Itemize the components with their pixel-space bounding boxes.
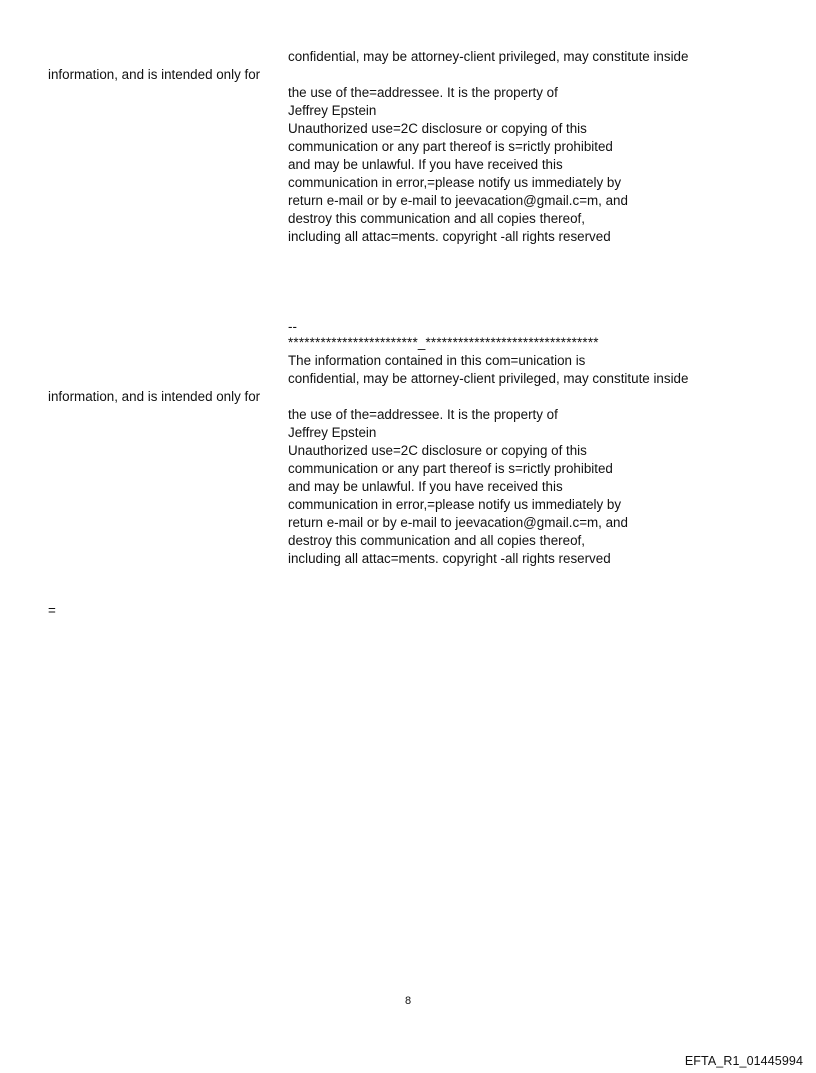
disclaimer-line: the use of the=addressee. It is the property of xyxy=(288,85,558,100)
separator-dash: -- xyxy=(288,319,297,334)
disclaimer-line: Jeffrey Epstein xyxy=(288,103,377,118)
disclaimer-line: communication in error,=please notify us immediately by xyxy=(288,497,622,512)
page-number: 8 xyxy=(404,995,412,1007)
disclaimer-line: communication or any part thereof is s=rictly prohibited xyxy=(288,139,613,154)
disclaimer-line: destroy this communication and all copies thereof, xyxy=(288,211,585,226)
disclaimer-line: destroy this communication and all copies thereof, xyxy=(288,533,585,548)
disclaimer-confidential-line: confidential, may be attorney-client privileged, may constitute inside xyxy=(288,371,689,386)
disclaimer-line: and may be unlawful. If you have received this xyxy=(288,157,563,172)
disclaimer-line: Unauthorized use=2C disclosure or copying of this xyxy=(288,443,587,458)
disclaimer-confidential-line: confidential, may be attorney-client privileged, may constitute inside xyxy=(288,49,689,64)
disclaimer-information-line: information, and is intended only for xyxy=(48,389,261,404)
disclaimer-line: communication in error,=please notify us immediately by xyxy=(288,175,622,190)
disclaimer-line: the use of the=addressee. It is the property of xyxy=(288,407,558,422)
bates-number: EFTA_R1_01445994 xyxy=(684,1054,803,1068)
trailing-equals: = xyxy=(48,603,56,618)
disclaimer-line: including all attac=ments. copyright -all rights reserved xyxy=(288,229,611,244)
disclaimer-line: return e-mail or by e-mail to jeevacation@gmail.c=m, and xyxy=(288,515,628,530)
disclaimer-line: Unauthorized use=2C disclosure or copying of this xyxy=(288,121,587,136)
disclaimer-line: and may be unlawful. If you have received this xyxy=(288,479,563,494)
disclaimer-info-contained-line: The information contained in this com=unication is xyxy=(288,353,586,368)
disclaimer-line: Jeffrey Epstein xyxy=(288,425,377,440)
disclaimer-line: including all attac=ments. copyright -all rights reserved xyxy=(288,551,611,566)
disclaimer-information-line: information, and is intended only for xyxy=(48,67,261,82)
disclaimer-line: return e-mail or by e-mail to jeevacation@gmail.c=m, and xyxy=(288,193,628,208)
disclaimer-line: communication or any part thereof is s=rictly prohibited xyxy=(288,461,613,476)
separator-stars: ************************_******************************** xyxy=(288,335,599,350)
